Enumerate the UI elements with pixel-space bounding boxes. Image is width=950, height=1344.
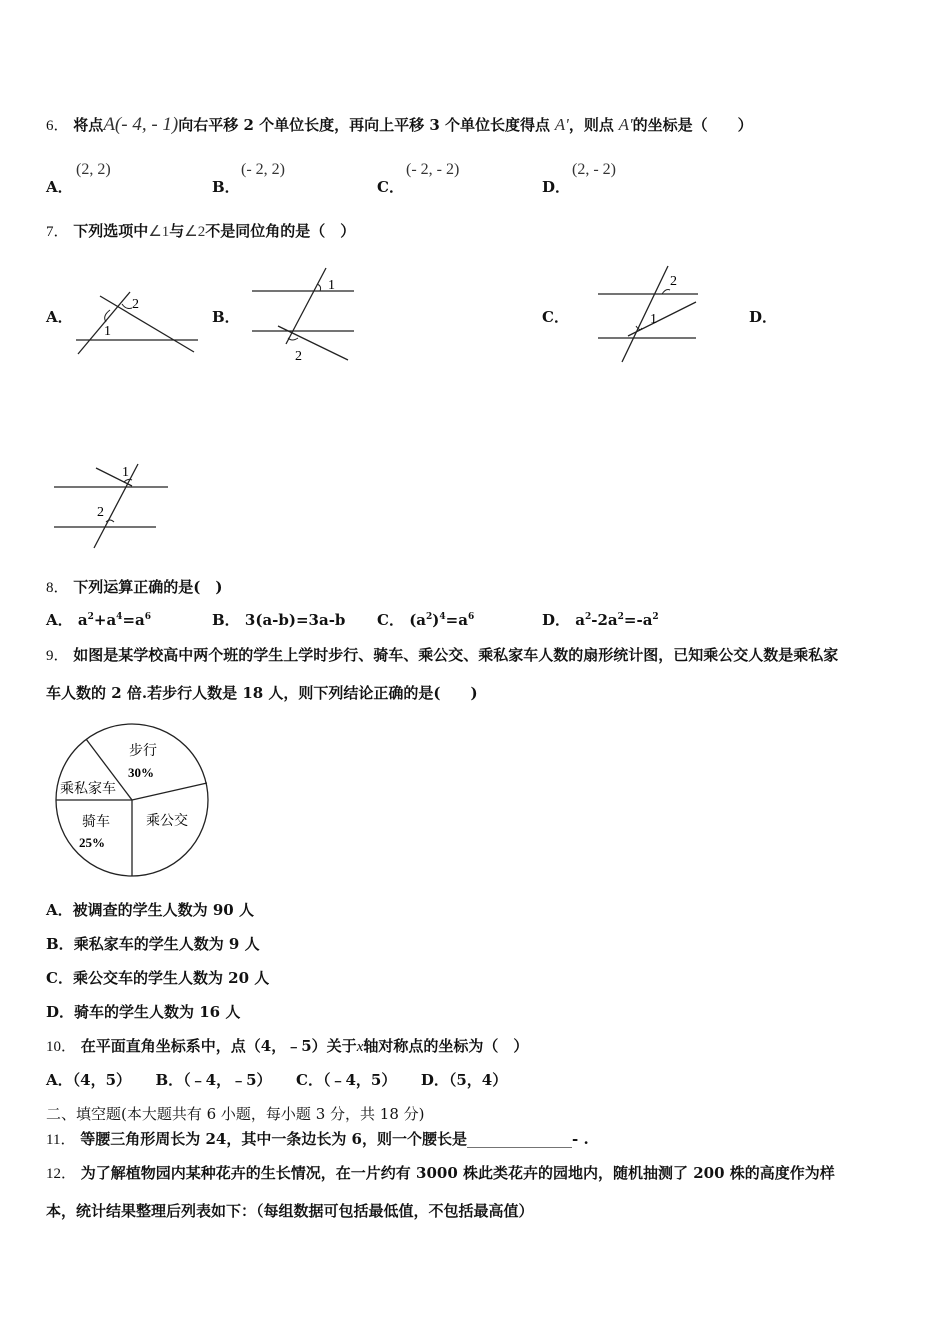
q10-stem xyxy=(46,1035,528,1056)
q6-option-d-value: (2, - 2) xyxy=(572,161,616,178)
expr-part: a xyxy=(77,611,88,629)
option-label: A． xyxy=(46,1071,73,1089)
pie-label-bike: 骑车 xyxy=(82,815,110,830)
q10-number: 10． xyxy=(46,1039,77,1055)
expr-part: ) xyxy=(432,611,440,629)
expr-part: =a xyxy=(445,611,468,629)
q6-stem xyxy=(46,114,753,136)
pie-pct-walk: 30% xyxy=(128,765,154,780)
option-label: D． xyxy=(542,611,571,629)
expr-part: =-a xyxy=(623,611,653,629)
fig-arc xyxy=(122,304,132,309)
q12-stem-line1 xyxy=(46,1162,835,1183)
q6-text-pre: 将点 xyxy=(73,116,104,134)
q9-option-d xyxy=(46,1001,240,1022)
q11-text: 等腰三角形周长为 24，其中一条边长为 6，则一个腰长是 xyxy=(80,1130,467,1148)
q8-text: 下列运算正确的是( ) xyxy=(73,578,223,596)
expr-part: (a xyxy=(409,611,427,629)
fig-label-1: 1 xyxy=(650,312,657,327)
option-label: A． xyxy=(46,611,73,629)
q6-text2: ，则点 xyxy=(568,116,614,134)
q10-text-a: 在平面直角坐标系中，点（4，﹣5）关于 xyxy=(80,1037,357,1055)
q7-option-a-label: A． xyxy=(46,308,73,326)
expr-sup: 2 xyxy=(652,612,659,622)
q6-option-c xyxy=(377,176,404,197)
option-label: A． xyxy=(46,178,73,196)
q8-option-d xyxy=(542,609,659,630)
q9-stem-line1 xyxy=(46,644,838,665)
option-value: （4，5） xyxy=(72,1071,132,1089)
fig-label-1: 1 xyxy=(122,465,129,480)
q6-option-b xyxy=(212,176,240,197)
expr-sup: 4 xyxy=(116,612,123,622)
option-text: 被调查的学生人数为 90 人 xyxy=(72,901,254,919)
option-label: D． xyxy=(542,178,571,196)
q7-number: 7． xyxy=(46,224,69,240)
expr-part: a xyxy=(575,611,585,629)
q6-point-a: A(- 4, - 1) xyxy=(103,114,179,135)
q6-point-aprime: A' xyxy=(554,115,569,134)
q12-text-line1: 为了解植物园内某种花卉的生长情况，在一片约有 3000 株此类花卉的园地内，随机抽测了 200 株的高度作为样 xyxy=(80,1164,835,1182)
expr-sup: 2 xyxy=(584,612,592,622)
q10-x-var: x xyxy=(356,1039,364,1055)
pie-label-bus: 乘公交 xyxy=(146,814,188,829)
pie-pct-bike: 25% xyxy=(79,835,105,850)
fig-line xyxy=(78,292,130,354)
option-label: C． xyxy=(377,611,404,629)
fig-label-2: 2 xyxy=(670,274,677,289)
q9-option-a xyxy=(46,899,254,920)
expr-sup: 2 xyxy=(87,612,94,622)
fig-line xyxy=(622,266,668,362)
q9-number: 9． xyxy=(46,648,69,664)
option-value: （﹣4，5） xyxy=(322,1071,397,1089)
option-text: 乘私家车的学生人数为 9 人 xyxy=(73,935,260,953)
q7-angle-2: ∠2 xyxy=(184,224,206,240)
fig-label-2: 2 xyxy=(295,349,302,364)
q7-option-c-label: C． xyxy=(542,308,569,326)
q9-option-b xyxy=(46,933,260,954)
q8-option-a xyxy=(46,609,151,630)
q8-number: 8． xyxy=(46,580,69,596)
option-label: C． xyxy=(377,178,404,196)
fig-label-1: 1 xyxy=(328,278,335,293)
option-value: （﹣4，﹣5） xyxy=(183,1071,272,1089)
option-label: A． xyxy=(46,901,73,919)
option-label: C． xyxy=(46,969,73,987)
q12-number: 12． xyxy=(46,1166,77,1182)
option-label: C． xyxy=(296,1071,323,1089)
option-text: 乘公交车的学生人数为 20 人 xyxy=(72,969,270,987)
q11-number: 11． xyxy=(46,1132,76,1148)
expr-sup: 2 xyxy=(426,612,433,622)
option-value: （5，4） xyxy=(448,1071,508,1089)
option-label: D． xyxy=(46,1003,75,1021)
fig-label-2: 2 xyxy=(132,297,139,312)
q7-option-d-label: D． xyxy=(749,308,778,326)
expr-part: =a xyxy=(122,611,145,629)
expr-part: +a xyxy=(93,611,117,629)
expr-part: 3(a-b)=3a-b xyxy=(244,611,346,629)
q7-option-b-label: B． xyxy=(212,308,240,326)
q7-figure-c xyxy=(592,262,702,366)
expr-part: -2a xyxy=(591,611,618,629)
q11-stem xyxy=(46,1128,589,1149)
q6-option-c-value: (- 2, - 2) xyxy=(406,161,460,178)
q9-option-c xyxy=(46,967,269,988)
q11-tail: - . xyxy=(572,1130,589,1148)
q6-number: 6． xyxy=(46,118,69,134)
q7-stem xyxy=(46,220,355,241)
q6-option-a-value: (2, 2) xyxy=(76,161,111,178)
pie-label-walk: 步行 xyxy=(129,744,157,759)
expr-sup: 4 xyxy=(439,612,446,622)
fig-line xyxy=(628,302,696,336)
q7-figure-b xyxy=(248,262,358,366)
fig-label-2: 2 xyxy=(97,505,104,520)
q6-option-b-value: (- 2, 2) xyxy=(241,161,285,178)
q7-angle-1: ∠1 xyxy=(148,224,170,240)
q10-options xyxy=(46,1069,507,1090)
q7-figure-a xyxy=(70,280,205,360)
option-label: B． xyxy=(46,935,74,953)
expr-sup: 6 xyxy=(467,612,475,622)
expr-sup: 2 xyxy=(617,612,624,622)
pie-label-car: 乘私家车 xyxy=(60,782,116,797)
q12-text-line2: 本，统计结果整理后列表如下：（每组数据可包括最低值，不包括最高值） xyxy=(46,1202,534,1220)
fig-line xyxy=(100,296,194,352)
fig-label-1: 1 xyxy=(104,324,111,339)
q7-figure-d xyxy=(50,458,170,552)
q10-text-b: 轴对称点的坐标为（ ） xyxy=(363,1037,529,1055)
q9-pie-chart xyxy=(52,722,212,882)
q8-stem xyxy=(46,576,223,597)
pie-divider xyxy=(132,783,207,800)
q6-option-d xyxy=(542,176,570,197)
fig-arc xyxy=(662,290,670,295)
q6-point-aprime-2: A' xyxy=(618,115,633,134)
option-label: D． xyxy=(420,1071,449,1089)
q11-answer-blank[interactable]: ______________ xyxy=(467,1130,572,1148)
q7-text: 不是同位角的是（ ） xyxy=(205,222,356,240)
q6-text3: 的坐标是（ ） xyxy=(632,116,753,134)
q8-option-c xyxy=(377,609,474,630)
q7-text-pre: 下列选项中 xyxy=(73,222,149,240)
expr-sup: 6 xyxy=(144,612,151,622)
q9-text-line1: 如图是某学校高中两个班的学生上学时步行、骑车、乘公交、乘私家车人数的扇形统计图，已知乘公交人数是乘私家 xyxy=(73,646,839,664)
q9-text-line2: 车人数的 2 倍.若步行人数是 18 人，则下列结论正确的是( ) xyxy=(46,684,478,702)
option-label: B． xyxy=(155,1071,184,1089)
q6-option-a xyxy=(46,176,73,197)
section-heading: 二、填空题(本大题共有 6 小题，每小题 3 分，共 18 分) xyxy=(46,1105,425,1123)
q8-option-b xyxy=(212,609,345,630)
option-label: B． xyxy=(212,178,240,196)
q7-text-mid: 与 xyxy=(169,222,185,240)
option-text: 骑车的学生人数为 16 人 xyxy=(74,1003,241,1021)
option-label: B． xyxy=(212,611,240,629)
q6-text: 向右平移 2 个单位长度，再向上平移 3 个单位长度得点 xyxy=(178,116,550,134)
